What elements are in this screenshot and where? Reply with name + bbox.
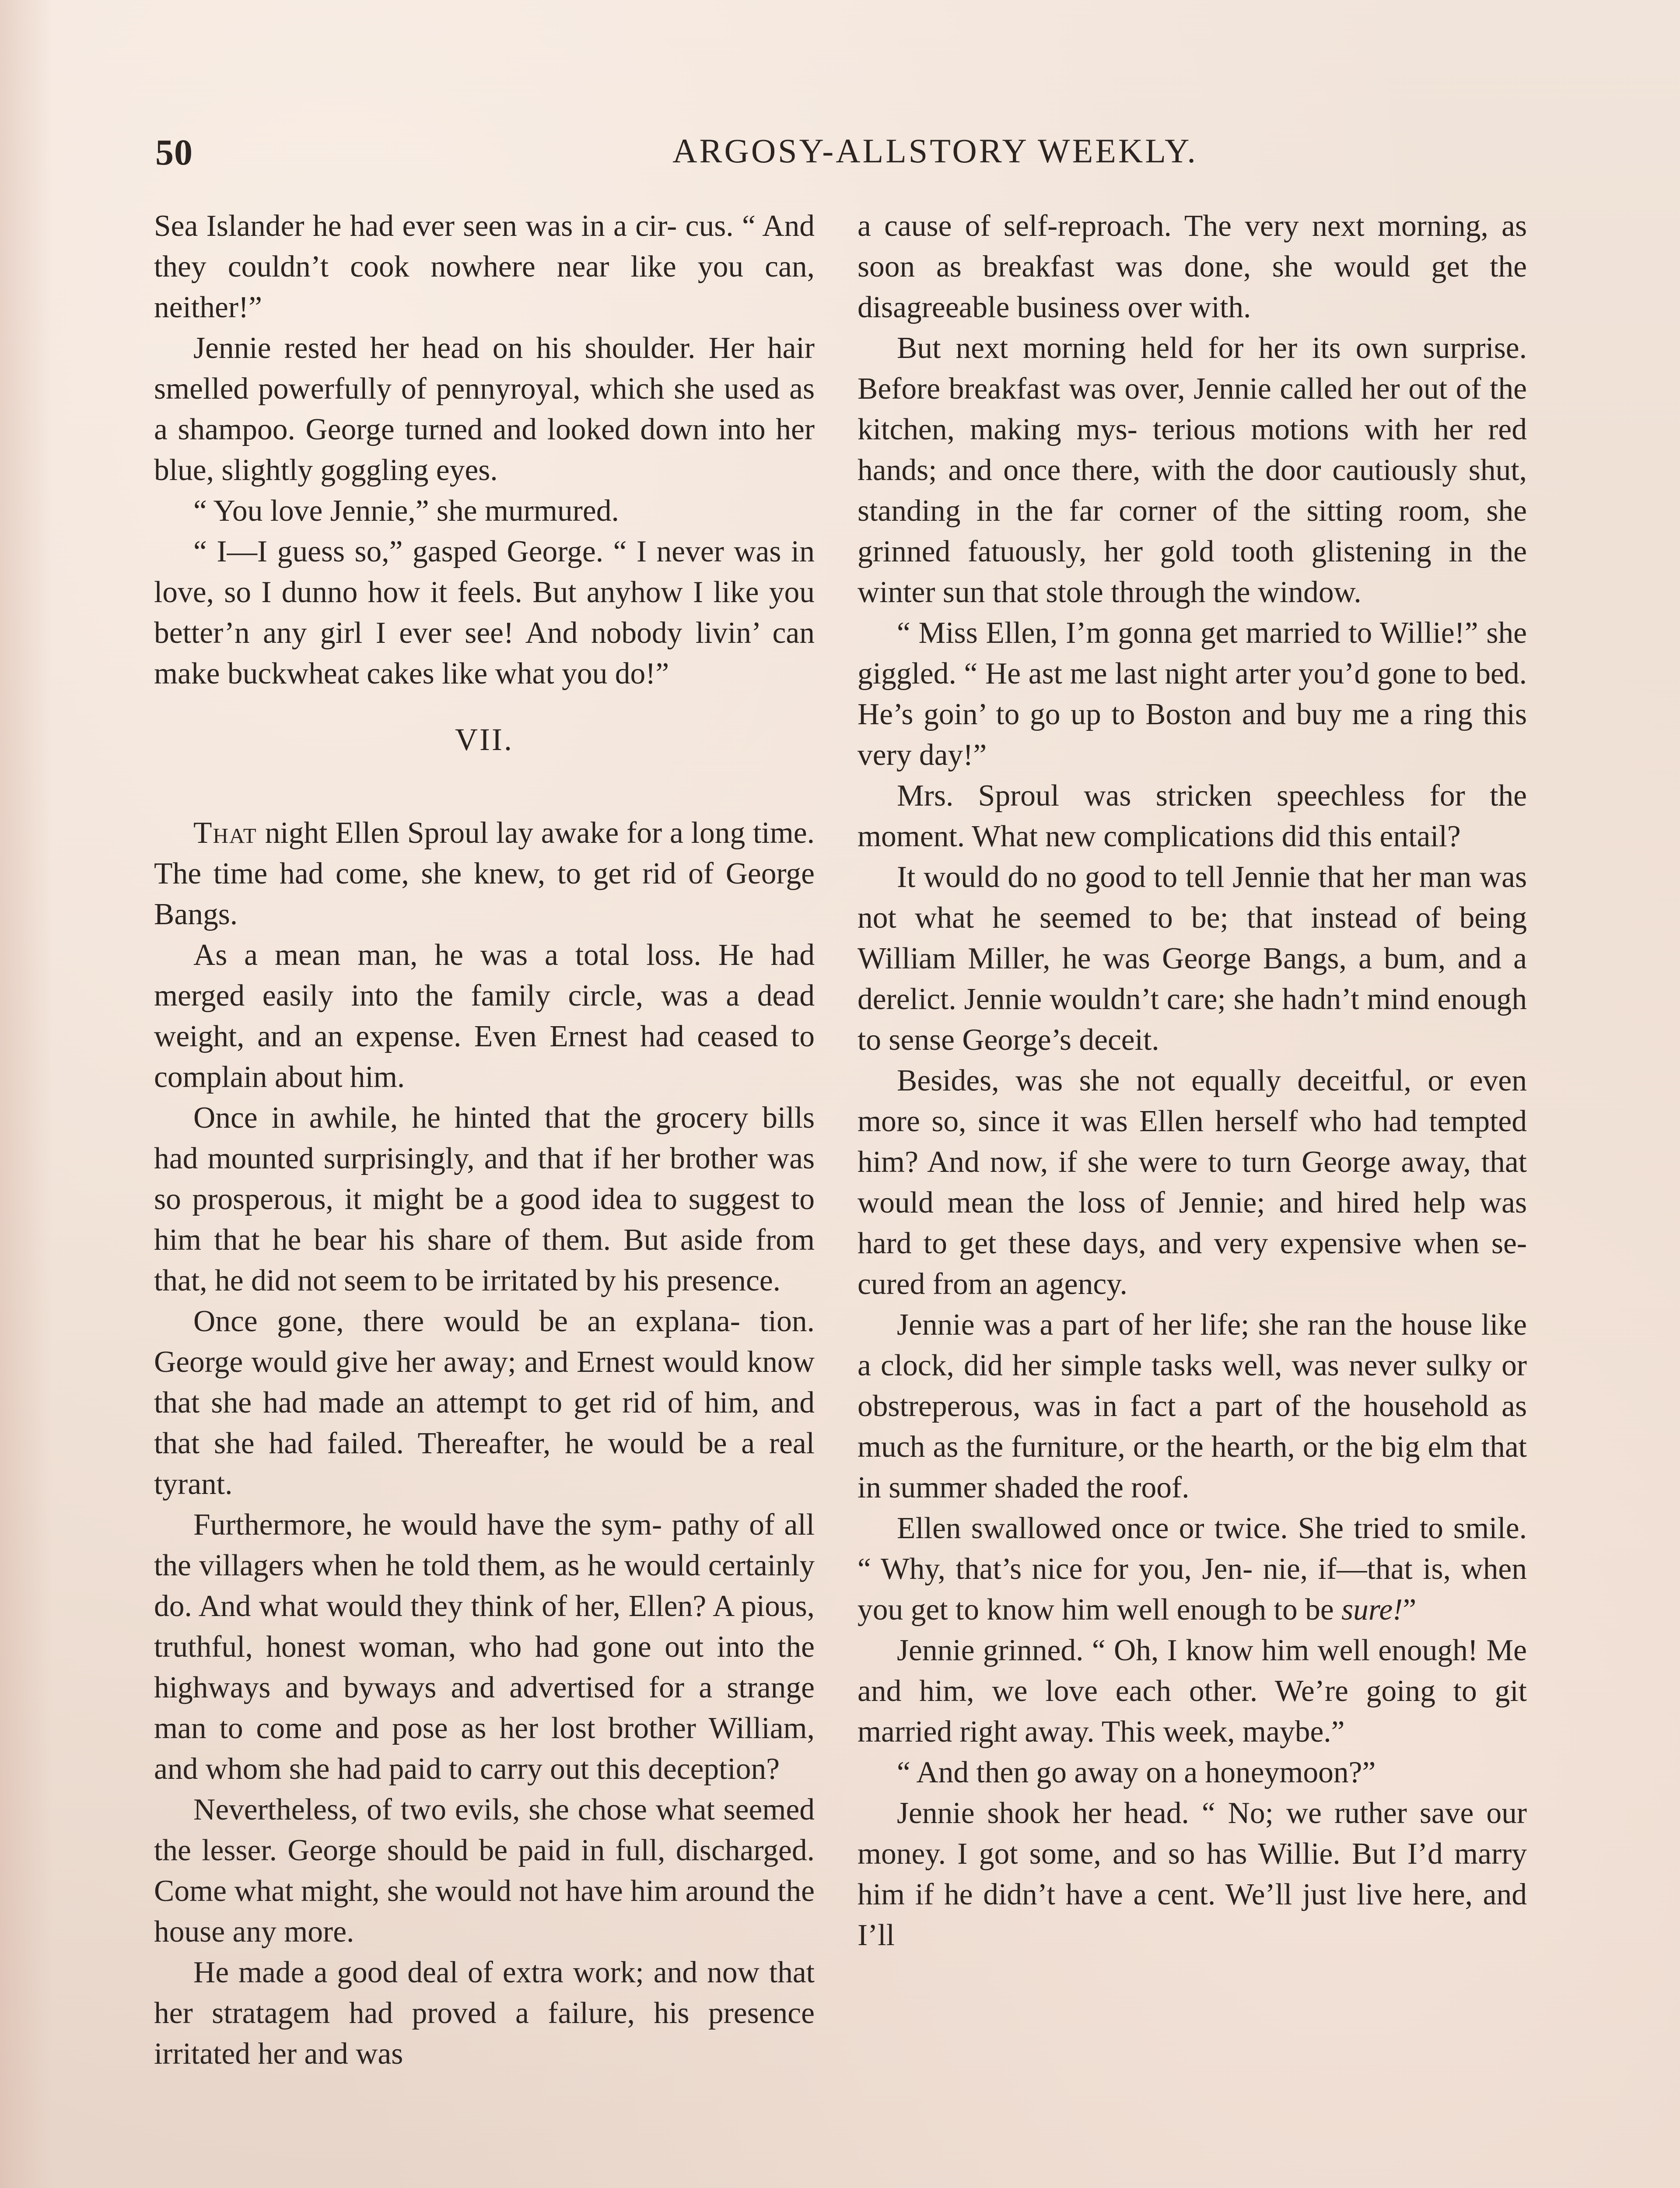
- emphasis-text: sure!: [1341, 1593, 1403, 1627]
- page-number: 50: [155, 132, 193, 173]
- paragraph: “ I—I guess so,” gasped George. “ I never was in love, so I dunno how it feels. But anyhow I like you better’n any girl I ever see! And nobody livin’ can make buckwheat cakes like what you do!”: [154, 535, 815, 691]
- paragraph: Mrs. Sproul was stricken speechless for the moment. What new complications did this entail?: [858, 779, 1527, 853]
- magazine-title: ARGOSY-ALLSTORY WEEKLY.: [672, 132, 1198, 170]
- paragraph: “ You love Jennie,” she murmured.: [193, 494, 619, 528]
- paragraph: Jennie was a part of her life; she ran the house like a clock, did her simple tasks well, was never sulky or obstreperous, was in fact a part of the household as much as the furniture, or the hearth, or the big elm that in summer shaded the roof.: [858, 1308, 1527, 1504]
- paragraph: “ Miss Ellen, I’m gonna get married to Willie!” she giggled. “ He ast me last night arter you’d gone to bed. He’s goin’ to go up to Boston and buy me a ring this very day!”: [858, 616, 1527, 772]
- paragraph: Jennie shook her head. “ No; we ruther save our money. I got some, and so has Willie. But I’d marry him if he didn’t have a cent. We’ll just live here, and I’ll: [858, 1796, 1527, 1952]
- paragraph: Once gone, there would be an explana- tion. George would give her away; and Ernest would know that she had made an attempt to get rid of him, and that she had failed. Thereafter, he would be a real tyrant.: [154, 1304, 815, 1501]
- paragraph: Nevertheless, of two evils, she chose what seemed the lesser. George should be paid in full, discharged. Come what might, she would not have him around the house any more.: [154, 1793, 815, 1949]
- paragraph: It would do no good to tell Jennie that her man was not what he seemed to be; that instead of being William Miller, he was George Bangs, a bum, and a derelict. Jennie wouldn’t care; she hadn’t mind enough to sense George’s deceit.: [858, 860, 1527, 1057]
- text-column-left: [154, 206, 815, 2074]
- paragraph: Besides, was she not equally deceitful, or even more so, since it was Ellen herself who had tempted him? And now, if she were to turn George away, that would mean the loss of Jennie; and hired help was hard to get these days, and very expensive when se- cured from an agency.: [858, 1064, 1527, 1301]
- page-edge-shading-left: [0, 0, 52, 2188]
- paragraph: Once in awhile, he hinted that the grocery bills had mounted surprisingly, and that if her brother was so prosperous, it might be a good idea to suggest to him that he bear his share of them. But aside from that, he did not seem to be irritated by his presence.: [154, 1101, 815, 1297]
- paragraph: [858, 1508, 1527, 1630]
- paragraph: Sea Islander he had ever seen was in a cir- cus. “ And they couldn’t cook nowhere near like you can, neither!”: [154, 209, 815, 324]
- paragraph: Jennie grinned. “ Oh, I know him well enough! Me and him, we love each other. We’re going to git married right away. This week, maybe.”: [858, 1634, 1527, 1749]
- paragraph: Jennie rested her head on his shoulder. Her hair smelled powerfully of pennyroyal, which she used as a shampoo. George turned and looked down into her blue, slightly goggling eyes.: [154, 331, 815, 487]
- section-heading: VII.: [455, 722, 514, 757]
- page-header: [155, 131, 1531, 179]
- paragraph: “ And then go away on a honeymoon?”: [897, 1756, 1376, 1789]
- paragraph-text: Ellen swallowed once or twice. She tried to smile. “ Why, that’s nice for you, Jen- nie, if—that is, when you get to know him well enough to be: [858, 1511, 1527, 1627]
- paragraph: As a mean man, he was a total loss. He had merged easily into the family circle, was a dead weight, and an expense. Even Ernest had ceased to complain about him.: [154, 938, 815, 1094]
- paragraph: [154, 813, 815, 935]
- lead-in-word: That: [193, 816, 257, 850]
- paragraph-text: ”: [1403, 1593, 1417, 1627]
- paragraph: a cause of self-reproach. The very next morning, as soon as breakfast was done, she would get the disagreeable business over with.: [858, 209, 1527, 324]
- paragraph: But next morning held for her its own surprise. Before breakfast was over, Jennie called her out of the kitchen, making mys- terious motions with her red hands; and once there, with the door cautiously shut, standing in the far corner of the sitting room, she grinned fatuously, her gold tooth glistening in the winter sun that stole through the window.: [858, 331, 1527, 609]
- text-column-right: [858, 206, 1527, 1956]
- paragraph: He made a good deal of extra work; and now that her stratagem had proved a failure, his presence irritated her and was: [154, 1956, 815, 2071]
- paragraph-text: night Ellen Sproul lay awake for a long time. The time had come, she knew, to get rid of George Bangs.: [154, 816, 815, 931]
- paragraph: Furthermore, he would have the sym- pathy of all the villagers when he told them, as he would certainly do. And what would they think of her, Ellen? A pious, truthful, honest woman, who had gone out into the highways and byways and advertised for a strange man to come and pose as her lost brother William, and whom she had paid to carry out this deception?: [154, 1508, 815, 1786]
